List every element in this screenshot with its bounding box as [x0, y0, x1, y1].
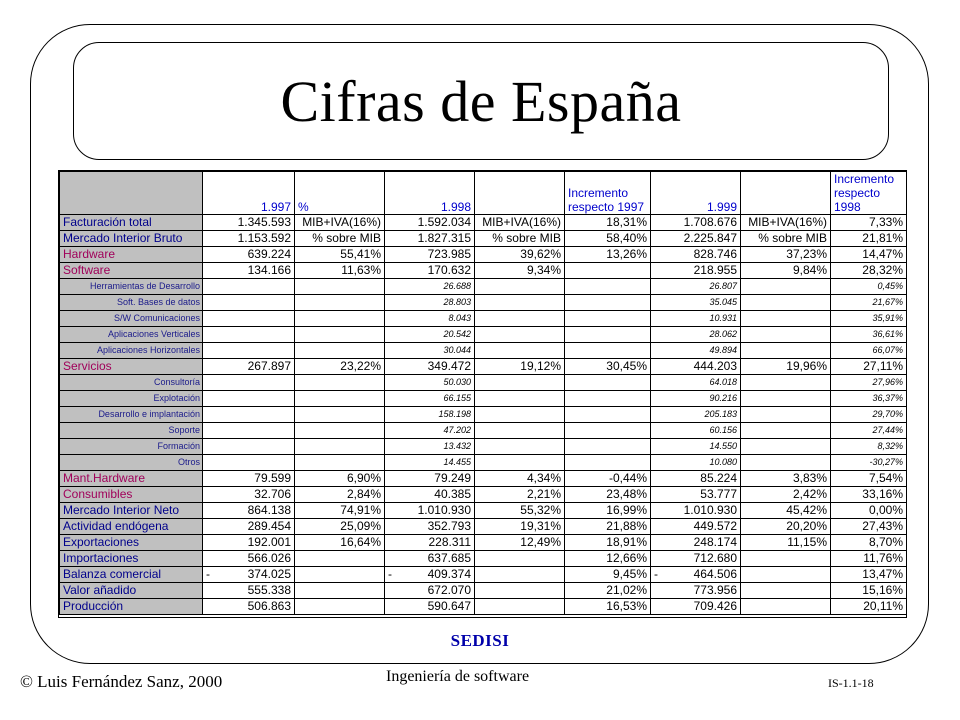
header-cell: [475, 172, 565, 215]
table-cell: [741, 343, 831, 359]
table-cell: 79.249: [385, 471, 475, 487]
table-cell: 30,45%: [565, 359, 651, 375]
table-cell: [741, 311, 831, 327]
table-cell: 14.550: [651, 439, 741, 455]
table-cell: 2.225.847: [651, 231, 741, 247]
table-cell: 19,96%: [741, 359, 831, 375]
table-cell: 28.062: [651, 327, 741, 343]
table-cell: 35.045: [651, 295, 741, 311]
table-row: [60, 567, 907, 583]
table-cell: 23,48%: [565, 487, 651, 503]
table-cell: [565, 407, 651, 423]
table-cell: 21,88%: [565, 519, 651, 535]
table-cell: 53.777: [651, 487, 741, 503]
table-cell: 16,53%: [565, 599, 651, 615]
table-cell: [203, 375, 295, 391]
table-cell: 506.863: [203, 599, 295, 615]
table-cell: 13,47%: [831, 567, 907, 583]
table-cell: 23,22%: [295, 359, 385, 375]
table-cell: 9,45%: [565, 567, 651, 583]
table-cell: [475, 391, 565, 407]
slide-title: Cifras de España: [280, 68, 682, 134]
table-cell: [385, 567, 475, 583]
table-cell: 45,42%: [741, 503, 831, 519]
table-cell: [741, 423, 831, 439]
table-cell: [295, 551, 385, 567]
table-cell: 349.472: [385, 359, 475, 375]
table-cell: 1.010.930: [385, 503, 475, 519]
header-cell-increment-1997: Incremento respecto 1997: [565, 172, 651, 215]
table-cell: 248.174: [651, 535, 741, 551]
table-cell: [741, 279, 831, 295]
minus-sign: -: [206, 567, 210, 581]
table-cell: 205.183: [651, 407, 741, 423]
header-cell-1997: 1.997: [203, 172, 295, 215]
table-row: [60, 231, 907, 247]
table-cell: 8,70%: [831, 535, 907, 551]
table-row: [60, 535, 907, 551]
table-cell: [203, 279, 295, 295]
row-label: Servicios: [60, 359, 203, 375]
row-label: Balanza comercial: [60, 567, 203, 583]
table-row: [60, 343, 907, 359]
table-cell: 11,76%: [831, 551, 907, 567]
negative-value: [388, 567, 471, 582]
table-cell: [741, 599, 831, 615]
table-cell: 13.432: [385, 439, 475, 455]
table-cell: 637.685: [385, 551, 475, 567]
course-name: Ingeniería de software: [386, 668, 530, 685]
row-label: Mercado Interior Bruto: [60, 231, 203, 247]
table-cell: [741, 407, 831, 423]
table-cell: [295, 583, 385, 599]
table-row: [60, 471, 907, 487]
figures-table-container: [58, 170, 907, 618]
header-cell-1999: 1.999: [651, 172, 741, 215]
table-cell: [295, 311, 385, 327]
table-cell: -0,44%: [565, 471, 651, 487]
table-cell: 21,81%: [831, 231, 907, 247]
slide-number: IS-1.1-18: [828, 676, 874, 690]
table-row: [60, 503, 907, 519]
table-cell: [295, 567, 385, 583]
table-cell: 555.338: [203, 583, 295, 599]
table-cell: % sobre MIB: [295, 231, 385, 247]
row-label: S/W Comunicaciones: [60, 311, 203, 327]
table-row: [60, 311, 907, 327]
row-label: Mant.Hardware: [60, 471, 203, 487]
table-cell: 7,33%: [831, 215, 907, 231]
table-row: [60, 423, 907, 439]
table-cell: 16,99%: [565, 503, 651, 519]
figures-table: [59, 171, 907, 615]
table-cell: 27,43%: [831, 519, 907, 535]
row-label: Soporte: [60, 423, 203, 439]
table-cell: 8.043: [385, 311, 475, 327]
row-label: Mercado Interior Neto: [60, 503, 203, 519]
table-cell: 13,26%: [565, 247, 651, 263]
row-label: Herramientas de Desarrollo: [60, 279, 203, 295]
table-cell: MIB+IVA(16%): [295, 215, 385, 231]
table-cell: [565, 279, 651, 295]
table-cell: % sobre MIB: [741, 231, 831, 247]
copyright-text: © Luis Fernández Sanz, 2000: [20, 672, 223, 691]
table-cell: 1.827.315: [385, 231, 475, 247]
table-cell: [295, 327, 385, 343]
row-label: Consultoría: [60, 375, 203, 391]
table-row: [60, 407, 907, 423]
table-cell: 26.807: [651, 279, 741, 295]
table-cell: 79.599: [203, 471, 295, 487]
table-cell: [565, 263, 651, 279]
table-cell: 21,67%: [831, 295, 907, 311]
table-cell: 1.708.676: [651, 215, 741, 231]
table-cell: [203, 567, 295, 583]
table-cell: [651, 567, 741, 583]
table-cell: 18,91%: [565, 535, 651, 551]
table-cell: 9,34%: [475, 263, 565, 279]
row-label: Soft. Bases de datos: [60, 295, 203, 311]
table-cell: 218.955: [651, 263, 741, 279]
row-label: Explotación: [60, 391, 203, 407]
table-cell: 10.931: [651, 311, 741, 327]
table-cell: 85.224: [651, 471, 741, 487]
table-cell: 12,49%: [475, 535, 565, 551]
table-row: [60, 487, 907, 503]
table-cell: MIB+IVA(16%): [741, 215, 831, 231]
table-cell: [475, 455, 565, 471]
table-cell: 289.454: [203, 519, 295, 535]
table-cell: [565, 311, 651, 327]
table-cell: 29,70%: [831, 407, 907, 423]
table-cell: [295, 423, 385, 439]
table-cell: 55,32%: [475, 503, 565, 519]
table-cell: 6,90%: [295, 471, 385, 487]
table-row: [60, 439, 907, 455]
table-cell: [741, 567, 831, 583]
header-cell-1998: 1.998: [385, 172, 475, 215]
table-cell: 40.385: [385, 487, 475, 503]
row-label: Facturación total: [60, 215, 203, 231]
table-cell: 158.198: [385, 407, 475, 423]
negative-value: [206, 567, 291, 582]
minus-sign: -: [654, 567, 658, 581]
table-cell: [203, 295, 295, 311]
table-cell: 27,11%: [831, 359, 907, 375]
table-cell: 15,16%: [831, 583, 907, 599]
table-cell: 566.026: [203, 551, 295, 567]
table-cell: MIB+IVA(16%): [475, 215, 565, 231]
table-cell: [295, 599, 385, 615]
table-cell: 27,44%: [831, 423, 907, 439]
header-cell-increment-1998: Incremento respecto 1998: [831, 172, 907, 215]
table-cell: 352.793: [385, 519, 475, 535]
table-cell: [565, 391, 651, 407]
table-cell: [295, 407, 385, 423]
row-label: Importaciones: [60, 551, 203, 567]
table-cell: 2,21%: [475, 487, 565, 503]
table-cell: 1.153.592: [203, 231, 295, 247]
table-cell: [475, 407, 565, 423]
table-header-row: [60, 172, 907, 215]
table-cell: [475, 279, 565, 295]
table-cell: % sobre MIB: [475, 231, 565, 247]
row-label: Software: [60, 263, 203, 279]
table-cell: [565, 423, 651, 439]
table-cell: 11,15%: [741, 535, 831, 551]
table-cell: [475, 439, 565, 455]
table-cell: 74,91%: [295, 503, 385, 519]
table-cell: 28.803: [385, 295, 475, 311]
value: 409.374: [427, 567, 471, 581]
table-cell: 864.138: [203, 503, 295, 519]
table-cell: 19,31%: [475, 519, 565, 535]
table-cell: [203, 343, 295, 359]
table-cell: [295, 343, 385, 359]
table-cell: 90.216: [651, 391, 741, 407]
table-cell: [741, 551, 831, 567]
table-cell: 19,12%: [475, 359, 565, 375]
table-cell: [475, 375, 565, 391]
table-cell: [565, 327, 651, 343]
table-row: [60, 215, 907, 231]
table-cell: 37,23%: [741, 247, 831, 263]
table-cell: [203, 439, 295, 455]
table-cell: [203, 391, 295, 407]
row-label: Hardware: [60, 247, 203, 263]
table-cell: 134.166: [203, 263, 295, 279]
table-cell: [295, 279, 385, 295]
row-label: Valor añadido: [60, 583, 203, 599]
table-cell: 27,96%: [831, 375, 907, 391]
table-cell: [475, 567, 565, 583]
table-cell: 1.345.593: [203, 215, 295, 231]
table-cell: [565, 295, 651, 311]
negative-value: [654, 567, 737, 582]
row-label: Aplicaciones Horizontales: [60, 343, 203, 359]
table-cell: [741, 295, 831, 311]
table-cell: [475, 583, 565, 599]
value: 374.025: [247, 567, 291, 581]
table-cell: 55,41%: [295, 247, 385, 263]
minus-sign: -: [388, 567, 392, 581]
table-cell: 58,40%: [565, 231, 651, 247]
table-cell: 444.203: [651, 359, 741, 375]
table-row: [60, 519, 907, 535]
table-cell: 35,91%: [831, 311, 907, 327]
value: 464.506: [693, 567, 737, 581]
table-cell: [203, 423, 295, 439]
table-cell: 14,47%: [831, 247, 907, 263]
table-cell: 1.592.034: [385, 215, 475, 231]
table-cell: [295, 439, 385, 455]
row-label: Desarrollo e implantación: [60, 407, 203, 423]
table-cell: [295, 295, 385, 311]
table-cell: [475, 343, 565, 359]
table-cell: [741, 455, 831, 471]
header-cell-percent: %: [295, 172, 385, 215]
table-cell: [295, 375, 385, 391]
table-cell: 0,00%: [831, 503, 907, 519]
table-cell: 20.542: [385, 327, 475, 343]
table-cell: 709.426: [651, 599, 741, 615]
table-cell: [475, 423, 565, 439]
table-cell: 50.030: [385, 375, 475, 391]
table-cell: [741, 439, 831, 455]
table-cell: 12,66%: [565, 551, 651, 567]
table-row: [60, 599, 907, 615]
table-row: [60, 359, 907, 375]
table-cell: 28,32%: [831, 263, 907, 279]
table-cell: 267.897: [203, 359, 295, 375]
table-row: [60, 247, 907, 263]
table-cell: [475, 551, 565, 567]
table-cell: -30,27%: [831, 455, 907, 471]
table-cell: 712.680: [651, 551, 741, 567]
table-cell: 25,09%: [295, 519, 385, 535]
table-row: [60, 455, 907, 471]
row-label: Consumibles: [60, 487, 203, 503]
table-cell: [475, 327, 565, 343]
table-cell: 36,37%: [831, 391, 907, 407]
table-cell: [203, 407, 295, 423]
table-cell: 192.001: [203, 535, 295, 551]
table-cell: 47.202: [385, 423, 475, 439]
table-row: [60, 327, 907, 343]
row-label: Otros: [60, 455, 203, 471]
table-cell: [475, 311, 565, 327]
table-cell: 723.985: [385, 247, 475, 263]
table-cell: [741, 391, 831, 407]
table-cell: 32.706: [203, 487, 295, 503]
table-cell: [475, 599, 565, 615]
table-cell: [565, 375, 651, 391]
table-cell: 449.572: [651, 519, 741, 535]
table-cell: 30.044: [385, 343, 475, 359]
table-cell: 18,31%: [565, 215, 651, 231]
table-cell: 16,64%: [295, 535, 385, 551]
table-row: [60, 391, 907, 407]
table-cell: 66.155: [385, 391, 475, 407]
table-cell: [741, 375, 831, 391]
row-label: Actividad endógena: [60, 519, 203, 535]
table-cell: 9,84%: [741, 263, 831, 279]
table-row: [60, 295, 907, 311]
table-cell: 36,61%: [831, 327, 907, 343]
table-row: [60, 583, 907, 599]
table-cell: [565, 343, 651, 359]
row-label: Aplicaciones Verticales: [60, 327, 203, 343]
title-box: [73, 42, 889, 160]
table-cell: 228.311: [385, 535, 475, 551]
table-cell: 828.746: [651, 247, 741, 263]
table-cell: [565, 439, 651, 455]
table-cell: [565, 455, 651, 471]
row-label: Exportaciones: [60, 535, 203, 551]
table-cell: 773.956: [651, 583, 741, 599]
table-cell: 3,83%: [741, 471, 831, 487]
table-cell: 66,07%: [831, 343, 907, 359]
table-cell: [203, 311, 295, 327]
row-label: Producción: [60, 599, 203, 615]
table-cell: 7,54%: [831, 471, 907, 487]
table-cell: 2,42%: [741, 487, 831, 503]
table-cell: 2,84%: [295, 487, 385, 503]
table-cell: 21,02%: [565, 583, 651, 599]
header-cell: [60, 172, 203, 215]
table-cell: 64.018: [651, 375, 741, 391]
table-cell: [741, 583, 831, 599]
table-body: [60, 215, 907, 615]
table-cell: 590.647: [385, 599, 475, 615]
table-cell: 672.070: [385, 583, 475, 599]
table-cell: [203, 455, 295, 471]
table-cell: 20,20%: [741, 519, 831, 535]
table-cell: 39,62%: [475, 247, 565, 263]
sponsor-label: SEDISI: [450, 631, 510, 650]
table-row: [60, 279, 907, 295]
row-label: Formación: [60, 439, 203, 455]
table-cell: 26.688: [385, 279, 475, 295]
table-cell: 639.224: [203, 247, 295, 263]
table-cell: 49.894: [651, 343, 741, 359]
table-cell: 1.010.930: [651, 503, 741, 519]
table-cell: 10.080: [651, 455, 741, 471]
table-cell: [203, 327, 295, 343]
table-row: [60, 375, 907, 391]
table-row: [60, 263, 907, 279]
table-row: [60, 551, 907, 567]
table-cell: 60.156: [651, 423, 741, 439]
table-cell: 33,16%: [831, 487, 907, 503]
table-cell: 20,11%: [831, 599, 907, 615]
table-cell: [741, 327, 831, 343]
table-cell: 170.632: [385, 263, 475, 279]
table-cell: [295, 391, 385, 407]
table-cell: 8,32%: [831, 439, 907, 455]
table-cell: 14.455: [385, 455, 475, 471]
table-cell: [295, 455, 385, 471]
header-cell: [741, 172, 831, 215]
table-cell: 0,45%: [831, 279, 907, 295]
table-cell: [475, 295, 565, 311]
table-cell: 11,63%: [295, 263, 385, 279]
table-cell: 4,34%: [475, 471, 565, 487]
